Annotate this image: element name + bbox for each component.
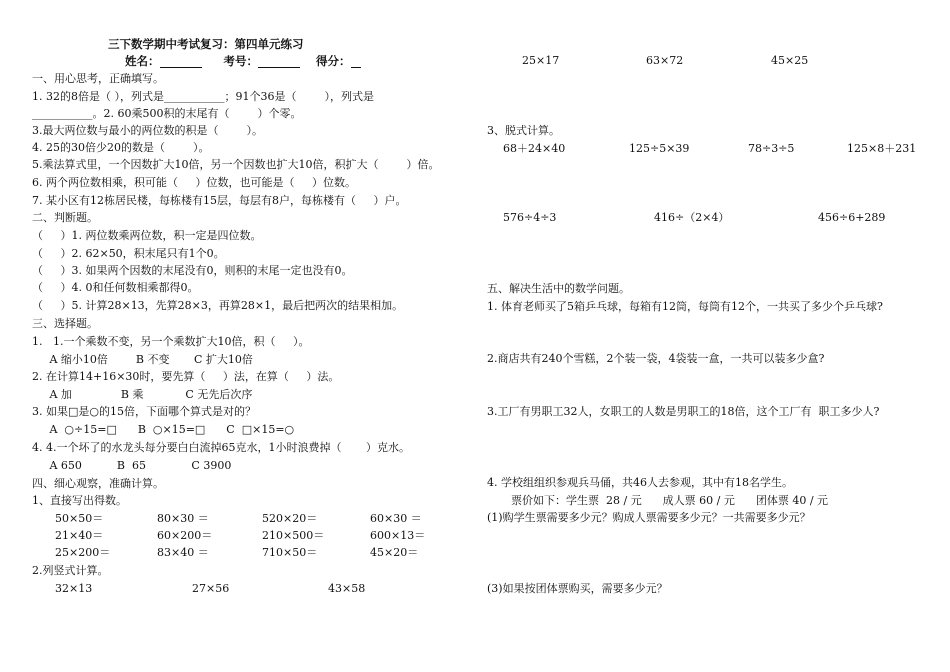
calc-item: 520×20＝ (262, 512, 318, 525)
section-4-heading: 四、细心观察，准确计算。 (32, 477, 164, 490)
score-field[interactable] (351, 55, 361, 68)
calc-item: 25×200＝ (55, 546, 111, 559)
calc-item: 80×30 ＝ (157, 512, 209, 525)
word-problem-4: 4. 学校组组织参观兵马俑，共46人去参观，其中有18名学生。 (487, 476, 793, 489)
ticket-prices: 票价如下：学生票 28 / 元 成人票 60 / 元 团体票 40 / 元 (511, 494, 829, 507)
calc-item: 45×20＝ (370, 546, 419, 559)
word-problem-3: 3.工厂有男职工32人，女职工的人数是男职工的18倍，这个工厂有 职工多少人? (487, 405, 880, 418)
step-calc-item: 68＋24×40 (503, 142, 566, 155)
subsection-vertical-calc: 2.列竖式计算。 (32, 564, 109, 577)
calc-item: 60×200＝ (157, 529, 213, 542)
judge-item-5: （ ）5. 计算28×13，先算28×3，再算28×1，最后把两次的结果相加。 (32, 299, 404, 312)
judge-item-1: （ ）1. 两位数乘两位数，积一定是四位数。 (32, 229, 262, 242)
question-7: 7. 某小区有12栋居民楼，每栋楼有15层，每层有8户，每栋楼有（ ）户。 (32, 194, 407, 207)
student-info-line (125, 54, 361, 68)
step-calc-item: 456÷6+289 (818, 211, 886, 224)
step-calc-item: 125×8＋231 (847, 142, 917, 155)
question-1b: ___________。2. 60乘500积的末尾有（ ）个零。 (32, 107, 302, 120)
section-1-heading: 一、用心思考，正确填写。 (32, 72, 164, 85)
question-5: 5.乘法算式里，一个因数扩大10倍，另一个因数也扩大10倍，积扩大（ ）倍。 (32, 158, 440, 171)
section-2-heading: 二、判断题。 (32, 211, 98, 224)
choice-question-1: 1. 1.一个乘数不变，另一个乘数扩大10倍，积（ ）。 (32, 335, 310, 348)
section-5-heading: 五、解决生活中的数学问题。 (487, 282, 630, 295)
vertical-calc-item: 63×72 (646, 54, 684, 67)
choice-question-4: 4. 4.一个坏了的水龙头每分要白白流掉65克水，1小时浪费掉（ ）克水。 (32, 441, 410, 454)
judge-item-3: （ ）3. 如果两个因数的末尾没有0，则积的末尾一定也没有0。 (32, 264, 353, 277)
choice-options-1: A 缩小10倍 B 不变 C 扩大10倍 (32, 353, 253, 366)
name-field[interactable] (160, 55, 202, 68)
step-calc-item: 125÷5×39 (629, 142, 690, 155)
id-field[interactable] (258, 55, 300, 68)
step-calc-heading: 3、脱式计算。 (487, 124, 560, 137)
judge-item-2: （ ）2. 62×50，积末尾只有1个0。 (32, 247, 225, 260)
word-problem-4-q3: (3)如果按团体票购买，需要多少元？ (487, 582, 668, 595)
calc-item: 83×40 ＝ (157, 546, 209, 559)
section-3-heading: 三、选择题。 (32, 317, 98, 330)
calc-item: 210×500＝ (262, 529, 325, 542)
question-6: 6. 两个两位数相乘，积可能（ ）位数，也可能是（ ）位数。 (32, 176, 356, 189)
step-calc-item: 576÷4÷3 (503, 211, 557, 224)
choice-question-2: 2. 在计算14+16×30时，要先算（ ）法，在算（ ）法。 (32, 370, 340, 383)
word-problem-2: 2.商店共有240个雪糕，2个装一袋，4袋装一盒，一共可以装多少盒? (487, 352, 825, 365)
word-problem-4-q1: (1)购学生票需要多少元？购成人票需要多少元？一共需要多少元？ (487, 511, 811, 524)
choice-options-4: A 650 B 65 C 3900 (32, 459, 232, 472)
word-problem-1: 1. 体育老师买了5箱乒乓球，每箱有12筒，每筒有12个，一共买了多少个乒乓球? (487, 300, 883, 313)
question-4: 4. 25的30倍少20的数是（ ）。 (32, 141, 210, 154)
score-label: 得分： (316, 54, 351, 68)
name-label: 姓名： (125, 54, 160, 68)
calc-item: 710×50＝ (262, 546, 318, 559)
vertical-calc-item: 43×58 (328, 582, 366, 595)
judge-item-4: （ ）4. 0和任何数相乘都得0。 (32, 281, 199, 294)
choice-options-3: A ○÷15=□ B ○×15=□ C □×15=○ (32, 423, 295, 436)
vertical-calc-item: 32×13 (55, 582, 93, 595)
subsection-direct-calc: 1、直接写出得数。 (32, 494, 127, 507)
choice-question-3: 3. 如果□是○的15倍，下面哪个算式是对的？ (32, 405, 256, 418)
step-calc-item: 416÷（2×4） (654, 211, 730, 224)
question-1a: 1. 32的8倍是（ ），列式是___________；91个36是（ ），列式是 (32, 90, 374, 103)
vertical-calc-item: 45×25 (771, 54, 809, 67)
vertical-calc-item: 25×17 (522, 54, 560, 67)
page-title: 三下数学期中考试复习：第四单元练习 (108, 37, 304, 51)
calc-item: 50×50＝ (55, 512, 104, 525)
vertical-calc-item: 27×56 (192, 582, 230, 595)
step-calc-item: 78÷3÷5 (748, 142, 795, 155)
question-3: 3.最大两位数与最小的两位数的积是（ ）。 (32, 124, 263, 137)
calc-item: 60×30 ＝ (370, 512, 422, 525)
choice-options-2: A 加 B 乘 C 无先后次序 (32, 388, 253, 401)
calc-item: 21×40＝ (55, 529, 104, 542)
calc-item: 600×13＝ (370, 529, 426, 542)
id-label: 考号： (223, 54, 258, 68)
